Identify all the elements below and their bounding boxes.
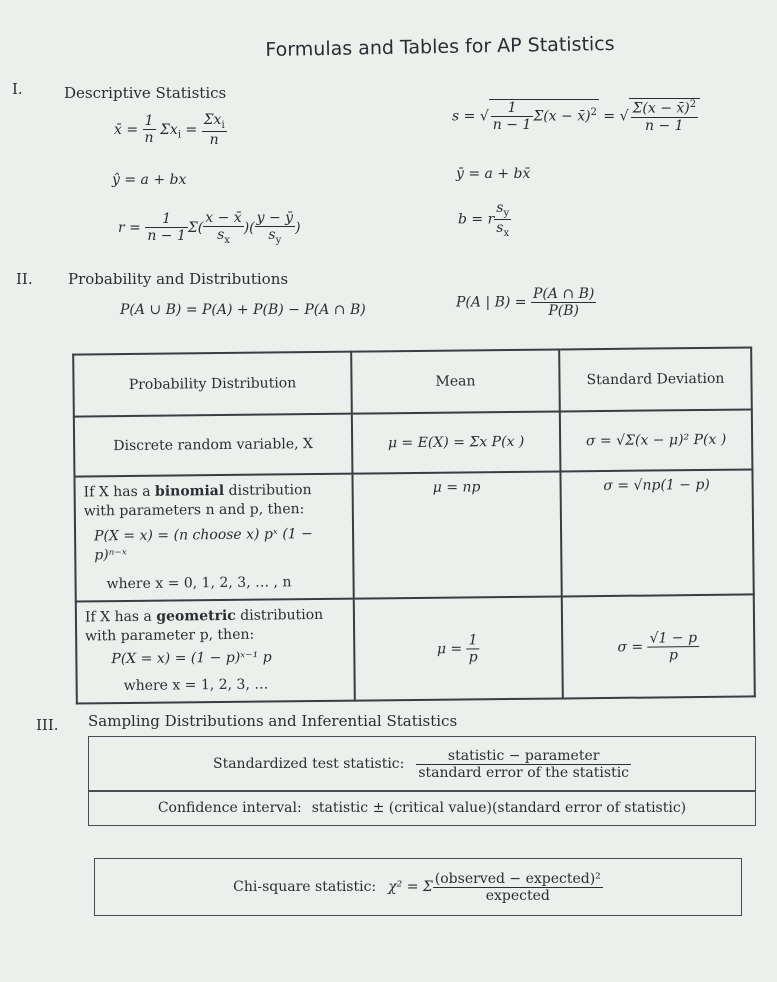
table-cell: σ = √np(1 − p) — [560, 469, 753, 596]
formula-text: n − 1 — [147, 228, 186, 245]
formula-text: Σ(x − x̄) — [533, 108, 591, 125]
cell-text: P(X = x) = (1 − p)ˣ⁻¹ p — [111, 649, 272, 668]
formula-text: P(A ∩ B) — [533, 286, 595, 302]
correlation-formula: r = $\frac{1}{n - 1}$ Σ( $\frac{x - x̄}{s_x}$ )( $\frac{y - ȳ}{s_y}$ ) — [118, 210, 301, 246]
table-header-row — [73, 347, 752, 416]
table-cell: Discrete random variable, X — [74, 414, 353, 477]
cell-text: √1 − p — [647, 630, 699, 648]
formula-text: P(B) — [548, 303, 579, 319]
formula-text: x̄ = — [114, 121, 143, 138]
section-number: III. — [36, 716, 59, 734]
confidence-interval-box — [88, 790, 756, 826]
cell-text: distribution — [224, 482, 312, 499]
formula-text: Σ(x − x̄) — [632, 100, 690, 117]
cell-text: 1 — [466, 632, 479, 649]
std-dev-formula: s = √ $\frac{1}{n - 1}$ Σ(x − x̄)$^2$ = √ $\frac{\Sigma(x - x̄)^2}{n - 1}$ — [452, 98, 700, 134]
cell-text: p — [668, 646, 679, 663]
cell-text: where x = 1, 2, 3, … — [123, 676, 269, 695]
section-title: Descriptive Statistics — [64, 84, 227, 102]
table-header: Mean — [351, 349, 560, 413]
formula-text: n − 1 — [492, 116, 532, 133]
formula-text: statistic ± (critical value)(standard error of statistic) — [311, 800, 687, 816]
formula-text: Σx — [160, 121, 178, 138]
slope-formula: b = r $\frac{s_y}{s_x}$ — [458, 200, 510, 239]
section-title: Probability and Distributions — [68, 270, 289, 288]
formula-text: s = — [452, 108, 480, 125]
formula-text: x − x̄ — [205, 210, 242, 226]
section-number: II. — [16, 270, 33, 288]
cell-text: μ = — [436, 640, 467, 657]
cell-text: σ = — [617, 638, 648, 655]
formula-text: standard error of the statistic — [418, 764, 630, 781]
chi-square-box — [94, 858, 742, 916]
conditional-probability — [456, 286, 596, 319]
formula-text: expected — [485, 887, 550, 904]
standardized-statistic-box — [88, 736, 756, 792]
table-cell: μ = np — [352, 471, 561, 598]
formula-text: s — [268, 227, 276, 243]
formula-text: 1 — [145, 211, 188, 228]
mean-formula: x̄ = $\frac{1}{n}$ $\Sigma x_i$ = $\frac{\Sigma x_i}{n}$ — [114, 112, 225, 148]
formula-text: 1 — [143, 113, 156, 130]
table-header: Standard Deviation — [559, 347, 752, 411]
cell-text: If X has a — [83, 483, 156, 501]
cell-text: where x = 0, 1, 2, 3, … , n — [106, 574, 292, 593]
formula-text: 1 — [491, 100, 534, 117]
formula-text: n — [209, 131, 219, 148]
table-row — [74, 409, 753, 476]
ybar-formula: ȳ = a + bx̄ — [456, 166, 531, 182]
formula-text: (observed − expected)² — [434, 870, 601, 887]
cell-text: with parameter p, then: — [85, 626, 255, 645]
formula-text: s — [217, 227, 225, 243]
regression-line-formula: ŷ = a + bx — [112, 172, 187, 188]
section-number: I. — [12, 80, 23, 98]
formula-text: y − ȳ — [256, 210, 294, 226]
table-cell: μ = E(X) = Σx P(x ) — [352, 411, 561, 473]
formula-text: P(A | B) = — [456, 294, 531, 311]
formula-text: n — [144, 130, 154, 147]
formula-label: Confidence interval: — [157, 800, 302, 816]
table-cell — [354, 596, 563, 700]
table-cell — [562, 594, 755, 698]
cell-text: distribution — [235, 606, 324, 624]
formula-text: s — [496, 200, 504, 216]
cell-text: with parameters n and p, then: — [83, 501, 305, 520]
section-title: Sampling Distributions and Inferential Statistics — [88, 712, 458, 730]
page-title: Formulas and Tables for AP Statistics — [265, 32, 615, 62]
formula-text: Σ — [187, 219, 198, 236]
union-rule: P(A ∪ B) = P(A) + P(B) − P(A ∩ B) — [120, 302, 366, 318]
cell-text: p — [468, 648, 478, 665]
cell-text: geometric — [156, 607, 236, 625]
cell-text: If X has a — [84, 608, 157, 626]
formula-label: Standardized test statistic: — [212, 756, 405, 772]
formula-text: Σx — [203, 112, 222, 128]
cell-text: P(X = x) = (n choose x) pˣ (1 − p)ⁿ⁻ˣ — [94, 526, 313, 564]
formula-text: r = — [118, 219, 146, 236]
cell-text: binomial — [154, 482, 225, 500]
table-row — [74, 469, 753, 601]
formula-text: s — [496, 219, 504, 236]
formula-text: statistic − parameter — [416, 748, 631, 765]
formula-text: χ² = Σ — [388, 879, 433, 895]
table-row — [76, 594, 755, 703]
formula-text: n − 1 — [645, 117, 684, 134]
formula-text: b = r — [458, 211, 495, 228]
table-cell: σ = √Σ(x − μ)² P(x ) — [560, 409, 753, 471]
formula-label: Chi-square statistic: — [233, 879, 377, 895]
distribution-table — [72, 346, 756, 704]
table-cell — [74, 474, 353, 602]
table-header: Probability Distribution — [73, 352, 352, 417]
table-cell — [76, 599, 355, 704]
